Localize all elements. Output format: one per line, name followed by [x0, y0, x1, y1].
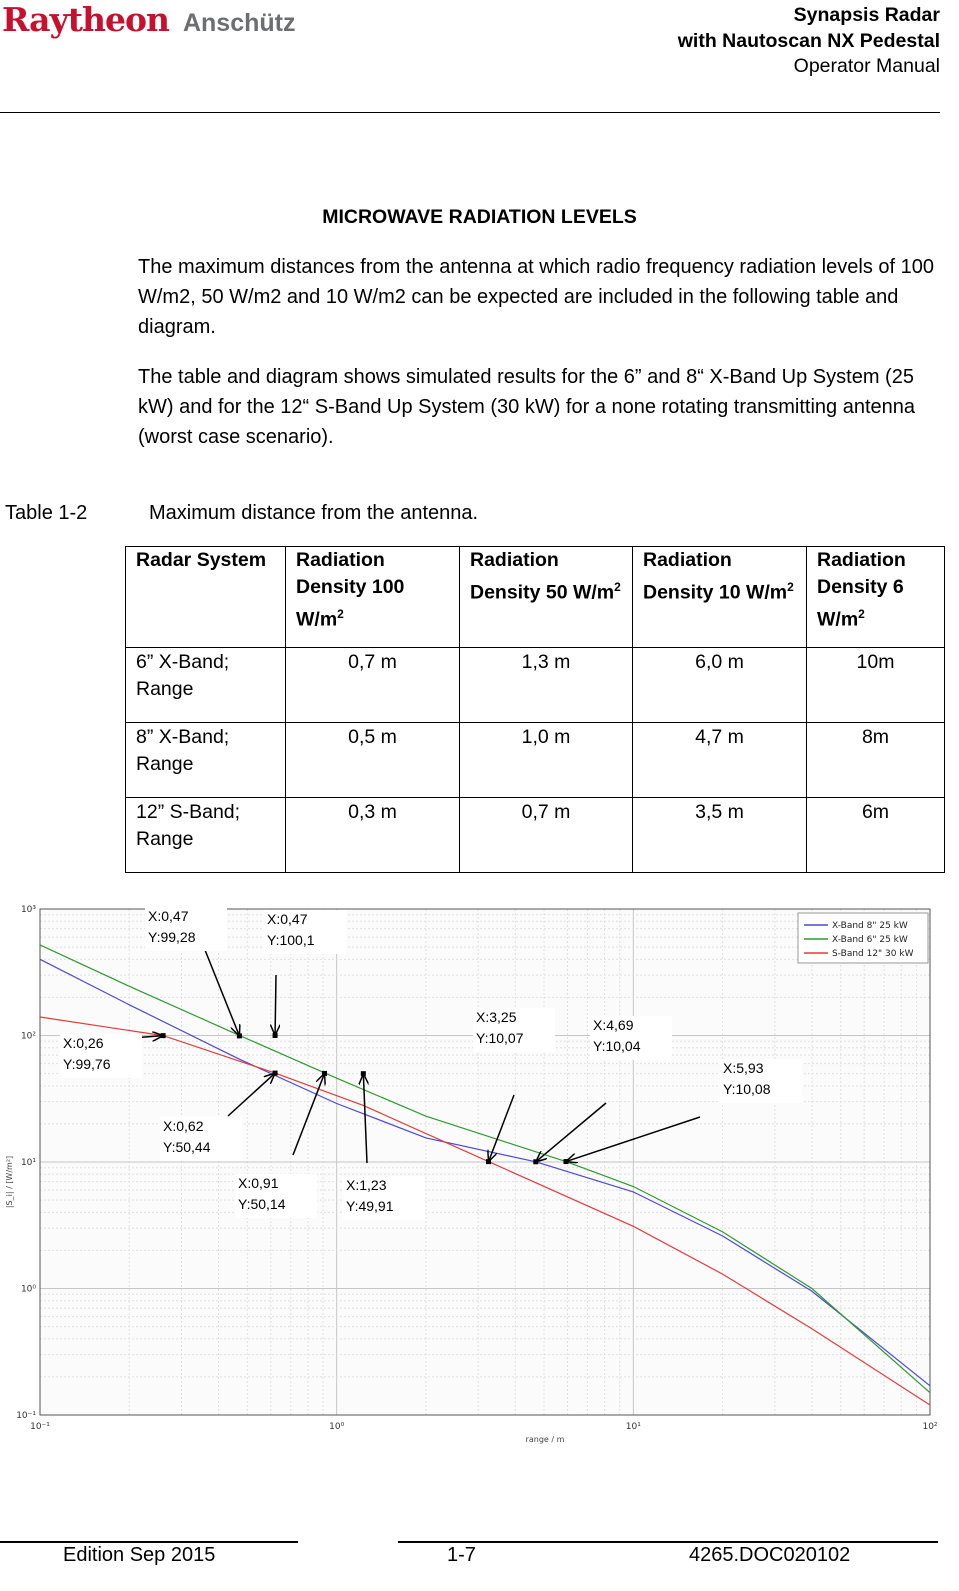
annotation-label-y: Y:99,76: [63, 1056, 111, 1072]
intro-paragraph: The maximum distances from the antenna at which radio frequency radiation levels of 100 W/m2, 50 W/m2 and 10 W/m2 can be expected are included in the following table and diagram.: [138, 256, 934, 338]
header-manual-type: Operator Manual: [793, 55, 940, 77]
x-tick-label: 10⁻¹: [30, 1422, 50, 1432]
annotation-label-y: Y:100,1: [267, 932, 315, 948]
annotation-label-x: X:0,91: [238, 1175, 279, 1191]
table-cell: 6” X-Band; Range: [126, 648, 286, 723]
annotation-label-x: X:0,62: [163, 1118, 204, 1134]
x-tick-label: 10¹: [625, 1422, 641, 1432]
section-title: MICROWAVE RADIATION LEVELS: [322, 206, 637, 228]
table-cell: 6m: [807, 798, 945, 873]
header-rule: [0, 112, 940, 113]
table-row: [126, 798, 945, 873]
footer-page-number: 1-7: [447, 1544, 476, 1566]
footer-document-id: 4265.DOC020102: [689, 1544, 851, 1566]
table-cell: 10m: [807, 648, 945, 723]
table-cell: 3,5 m: [633, 798, 807, 873]
y-tick-label: 10²: [20, 1031, 36, 1042]
table-cell: 1,0 m: [460, 723, 633, 798]
x-axis-label: range / m: [525, 1435, 565, 1444]
header-pedestal: with Nautoscan NX Pedestal: [677, 29, 940, 52]
y-tick-label: 10³: [20, 905, 36, 915]
footer-edition: Edition Sep 2015: [63, 1544, 216, 1566]
table-caption-number: Table 1-2: [5, 502, 88, 524]
table-cell: 8” X-Band; Range: [126, 723, 286, 798]
legend-label: S-Band 12" 30 kW: [832, 949, 914, 959]
y-tick-label: 10⁰: [20, 1284, 36, 1295]
header-density-100: Radiation Density 100 $W/m^2$: [286, 547, 460, 648]
logo-sub: Anschütz: [182, 9, 296, 37]
table-cell: 4,7 m: [633, 723, 807, 798]
table-cell: 0,5 m: [286, 723, 460, 798]
header-radar-system: Radar System: [126, 547, 286, 648]
header-density-10: Radiation Density 10 $W/m^2$: [633, 547, 807, 648]
annotation-label-y: Y:50,44: [163, 1139, 211, 1155]
y-tick-label: 10⁻¹: [16, 1411, 36, 1421]
table-cell: 8m: [807, 723, 945, 798]
header-density-6: Radiation Density 6 $W/m^2$: [807, 547, 945, 648]
annotation-label-y: Y:10,04: [593, 1038, 641, 1054]
annotation-label-x: X:0,26: [63, 1035, 104, 1051]
table-cell: 0,7 m: [460, 798, 633, 873]
table-cell: 0,7 m: [286, 648, 460, 723]
annotation-label-y: Y:50,14: [238, 1196, 286, 1212]
footer-rule-left: [0, 1541, 298, 1543]
annotation-label-y: Y:10,07: [476, 1030, 524, 1046]
radiation-density-chart: [0, 893, 959, 1453]
table-cell: 0,3 m: [286, 798, 460, 873]
table-cell: 12” S-Band; Range: [126, 798, 286, 873]
annotation-label-x: X:3,25: [476, 1009, 517, 1025]
header-product: Synapsis Radar: [793, 4, 940, 26]
x-tick-label: 10⁰: [329, 1422, 345, 1432]
annotation-label-x: X:0,47: [267, 911, 308, 927]
table-row: [126, 648, 945, 723]
annotation-label-y: Y:99,28: [148, 929, 196, 945]
y-tick-label: 10¹: [20, 1158, 36, 1168]
scenario-paragraph: The table and diagram shows simulated results for the 6” and 8“ X-Band Up System (25 kW) and for the 12“ S-Band Up System (30 kW) for a none rotating transmitting antenna (worst case scenario).: [138, 366, 916, 448]
table-cell: 1,3 m: [460, 648, 633, 723]
annotation-label-y: Y:10,08: [723, 1081, 771, 1097]
annotation-label-x: X:0,47: [148, 908, 189, 924]
y-axis-label: |S_i| / [W/m²]: [5, 1155, 14, 1209]
radiation-table: [125, 546, 945, 873]
document-header: [678, 3, 940, 80]
annotation-arrow: [275, 975, 276, 1035]
logo-main: Raytheon: [2, 0, 169, 39]
table-cell: 6,0 m: [633, 648, 807, 723]
legend-label: X-Band 6" 25 kW: [832, 935, 908, 945]
legend-label: X-Band 8" 25 kW: [832, 921, 908, 931]
annotation-label-x: X:4,69: [593, 1017, 634, 1033]
annotation-label-x: X:1,23: [346, 1177, 387, 1193]
x-tick-label: 10²: [922, 1422, 938, 1432]
header-density-50: Radiation Density 50 $W/m^2$: [460, 547, 633, 648]
footer-rule-right: [398, 1541, 938, 1543]
annotation-label-x: X:5,93: [723, 1060, 764, 1076]
company-logo: [2, 0, 295, 40]
annotation-label-y: Y:49,91: [346, 1198, 394, 1214]
table-caption-text: Maximum distance from the antenna.: [149, 502, 479, 524]
table-header-row: [126, 547, 945, 648]
table-row: [126, 723, 945, 798]
